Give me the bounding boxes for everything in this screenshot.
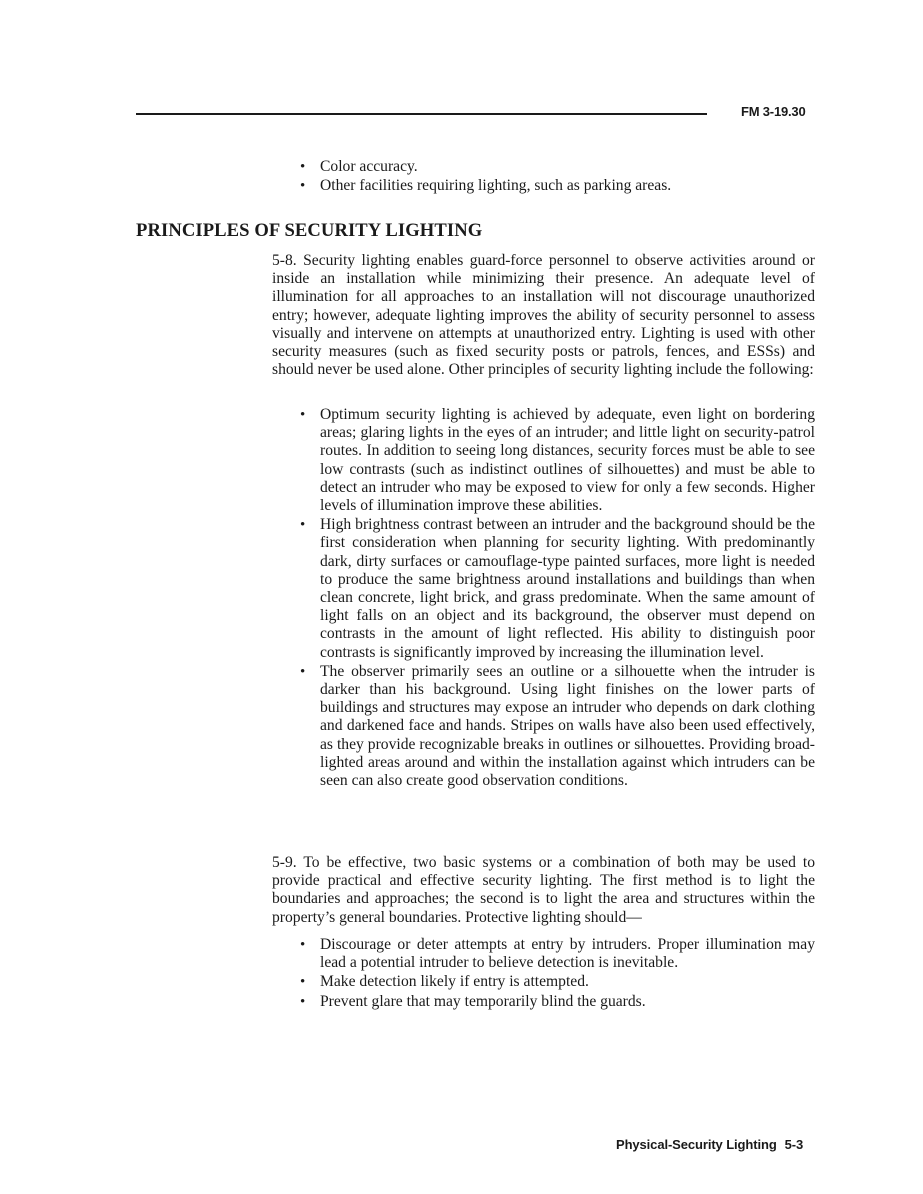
list-item-text: Make detection likely if entry is attempted. <box>320 973 589 991</box>
document-id: FM 3-19.30 <box>741 104 806 119</box>
list-item <box>272 406 815 515</box>
list-item <box>272 936 815 972</box>
list-item <box>272 973 815 991</box>
list-item <box>272 663 815 790</box>
bullet-icon: • <box>300 993 306 1010</box>
list-item-text: Discourage or deter attempts at entry by intruders. Proper illumination may lead a potential intruder to believe detection is inevitable. <box>320 936 815 972</box>
bullet-icon: • <box>300 407 306 423</box>
list-item-text: The observer primarily sees an outline or a silhouette when the intruder is darker than his background. Using light finishes on the lower parts of buildings and structures may expose an intruder who depends on dark clothing and darkened face and hands. Stripes on walls have also been used effectively, as they provide recognizable breaks in outlines or silhouettes. Providing broad-lighted areas around and within the installation against which intruders can be seen can also create good observation conditions. <box>320 662 815 790</box>
list-item-text: Other facilities requiring lighting, such as parking areas. <box>320 177 672 195</box>
chapter-title: Physical-Security Lighting <box>616 1137 777 1152</box>
continued-bullet-list <box>272 158 815 196</box>
list-item-text: Color accuracy. <box>320 158 418 175</box>
header-rule <box>136 113 707 115</box>
paragraph-5-9: 5-9. To be effective, two basic systems or a combination of both may be used to provide practical and effective security lighting. The first method is to light the boundaries and approaches; the second is to light the area and structures within the property’s general boundaries. Protective lighting should— <box>272 854 815 926</box>
bullet-icon: • <box>300 663 306 680</box>
list-item-text: Optimum security lighting is achieved by adequate, even light on bordering areas; glaring lights in the eyes of an intruder; and little light on security-patrol routes. In addition to seeing long distances, security forces must be able to see low contrasts (such as indistinct outlines of silhouettes) and must be able to detect an intruder who may be exposed to view for only a few seconds. Higher levels of illumination improve these abilities. <box>320 406 815 515</box>
section-heading: PRINCIPLES OF SECURITY LIGHTING <box>136 220 483 241</box>
list-item <box>272 177 815 195</box>
bullet-icon: • <box>300 159 306 175</box>
list-item <box>272 993 815 1011</box>
list-item <box>272 158 815 176</box>
bullet-icon: • <box>300 937 306 953</box>
bullet-icon: • <box>300 974 306 991</box>
page-footer <box>616 1137 803 1152</box>
bullet-icon: • <box>300 517 306 534</box>
protective-lighting-bullet-list <box>272 936 815 1012</box>
page-number: 5-3 <box>784 1137 804 1152</box>
bullet-icon: • <box>300 178 306 195</box>
list-item-text: High brightness contrast between an intruder and the background should be the first consideration when planning for security lighting. With predominantly dark, dirty surfaces or camouflage-type painted surfaces, more light is needed to produce the same brightness around installations and buildings than when clean concrete, light brick, and grass predominate. When the same amount of light falls on an object and its background, the observer must depend on contrasts in the amount of light reflected. His ability to distinguish poor contrasts is significantly improved by increasing the illumination level. <box>320 516 815 661</box>
principles-bullet-list <box>272 406 815 791</box>
list-item <box>272 516 815 662</box>
list-item-text: Prevent glare that may temporarily blind the guards. <box>320 992 646 1010</box>
paragraph-5-8: 5-8. Security lighting enables guard-force personnel to observe activities around or inside an installation while minimizing their presence. An adequate level of illumination for all approaches to an installation will not discourage unauthorized entry; however, adequate lighting improves the ability of security personnel to assess visually and intervene on attempts at unauthorized entry. Lighting is used with other security measures (such as fixed security posts or patrols, fences, and ESSs) and should never be used alone. Other principles of security lighting include the following: <box>272 252 815 379</box>
